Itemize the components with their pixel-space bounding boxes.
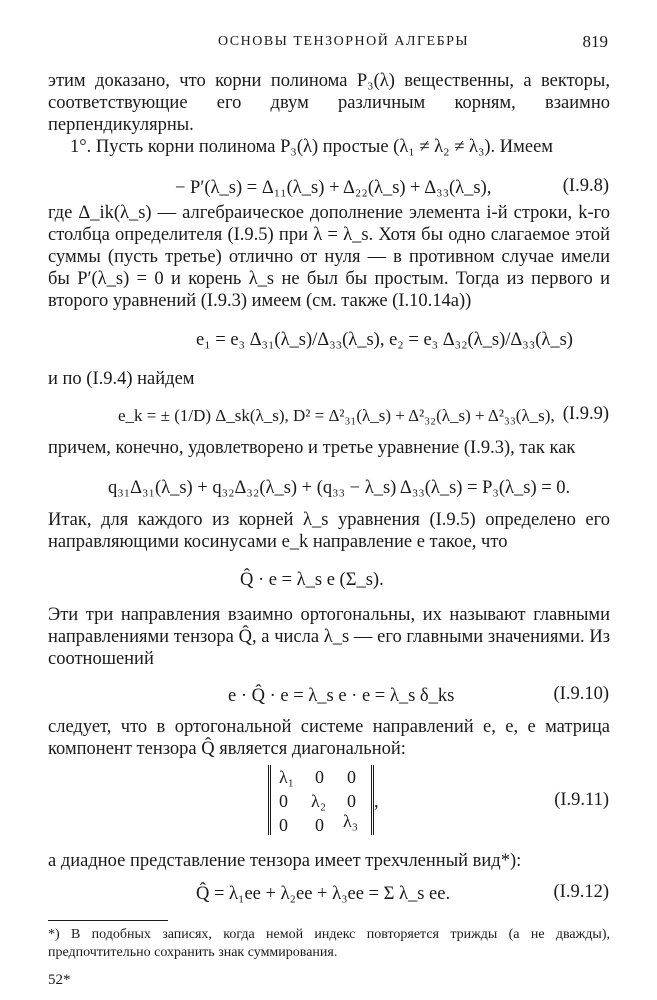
paragraph-1 [48, 70, 610, 136]
equation-eigen-text: Q̂ · e = λ_s e (Σ_s). [240, 570, 384, 590]
matrix-cell: 0 [347, 767, 356, 787]
footnote-rule [48, 920, 168, 921]
equation-direction-ratios-text: e₁ = e₃ Δ₃₁(λ_s)/Δ₃₃(λ_s), e₂ = e₃ Δ₃₂(λ_s)/Δ₃₃(λ_s) [196, 330, 573, 350]
matrix-cell: 0 [279, 791, 288, 811]
paragraph-2-text: 1°. Пусть корни полинома P₃(λ) простые (λ₁ ≠ λ₂ ≠ λ₃). Имеем [70, 137, 554, 157]
equation-number-1-9-9: (I.9.9) [562, 404, 609, 424]
paragraph-7-text: Эти три направления взаимно ортогональны, их называют главными направлениями тензора Q̂, а числа λ_s — его главными значениями. Из соотношений [48, 605, 610, 669]
paragraph-2 [48, 136, 610, 158]
matrix-comma: , [374, 792, 379, 812]
equation-1-9-8-text: − P′(λ_s) = Δ₁₁(λ_s) + Δ₂₂(λ_s) + Δ₃₃(λ_s), [175, 178, 492, 198]
paragraph-7 [48, 604, 610, 670]
matrix-cell: λ₃ [343, 811, 359, 831]
paragraph-1-text: этим доказано, что корни полинома P₃(λ) вещественны, а векторы, соответствующие его двум различным корням, взаимно перпендикулярны. [48, 71, 610, 135]
equation-1-9-9 [118, 404, 555, 428]
matrix-cell: λ₁ [279, 767, 295, 787]
equation-1-9-9-text: e_k = ± (1/D) Δ_sk(λ_s), D² = Δ²₃₁(λ_s) + Δ²₃₂(λ_s) + Δ²₃₃(λ_s), [118, 406, 555, 425]
paragraph-9-text: а диадное представление тензора имеет трехчленный вид*): [48, 851, 522, 871]
equation-1-9-10 [228, 684, 454, 708]
equation-1-9-12-text: Q̂ = λ₁ee + λ₂ee + λ₃ee = Σ λ_s ee. [196, 884, 451, 904]
paragraph-9 [48, 850, 610, 872]
equation-number-1-9-10: (I.9.10) [553, 684, 609, 704]
equation-direction-ratios [196, 328, 573, 352]
running-header [48, 30, 608, 54]
page-number: 819 [582, 32, 608, 51]
paragraph-3-text: где Δ_ik(λ_s) — алгебраическое дополнение элемента i-й строки, k-го столбца определителя (I.9.5) при λ = λ_s. Хотя бы одно слагаемое этой суммы (пусть третье) отлично от нуля — в противном случае имели бы P′(λ_s) = 0 и корень λ_s не был бы простым. Тогда из первого и второго уравнений (I.9.3) имеем (см. также (I.10.14a)) [48, 203, 610, 311]
paragraph-8-text: следует, что в ортогональной системе направлений e, e, e матрица компонент тензора Q̂ является диагональной: [48, 717, 610, 759]
equation-number-1-9-11: (I.9.11) [554, 790, 609, 810]
footnote-text: *) В подобных записях, когда немой индекс повторяется трижды (а не дважды), предпочтительно сохранить знак суммирования. [48, 927, 610, 960]
header-title: ОСНОВЫ ТЕНЗОРНОЙ АЛГЕБРЫ [218, 34, 470, 49]
matrix-cell: 0 [347, 791, 356, 811]
equation-1-9-10-text: e · Q̂ · e = λ_s e · e = λ_s δ_ks [228, 686, 455, 706]
paragraph-8 [48, 716, 610, 760]
signature-mark: 52* [48, 972, 71, 988]
equation-1-9-8 [175, 176, 491, 200]
paragraph-4 [48, 368, 610, 390]
paragraph-6-text: Итак, для каждого из корней λ_s уравнения (I.9.5) определено его направляющими косинусами e_k направление e такое, что [48, 510, 610, 552]
paragraph-5 [48, 437, 610, 459]
equation-characteristic-check-text: q₃₁Δ₃₁(λ_s) + q₃₂Δ₃₂(λ_s) + (q₃₃ − λ_s) Δ₃₃(λ_s) = P₃(λ_s) = 0. [108, 478, 571, 498]
paragraph-5-text: причем, конечно, удовлетворено и третье уравнение (I.9.3), так как [48, 438, 576, 458]
footnote [48, 926, 610, 962]
matrix-cell: 0 [315, 815, 324, 835]
paragraph-4-text: и по (I.9.4) найдем [48, 369, 195, 389]
diagonal-matrix [268, 765, 374, 835]
matrix-cell: 0 [315, 767, 324, 787]
equation-eigen [240, 568, 384, 592]
equation-1-9-12 [196, 882, 450, 906]
equation-number-1-9-8: (I.9.8) [562, 176, 609, 196]
paragraph-6 [48, 509, 610, 553]
equation-characteristic-check [108, 476, 570, 500]
equation-number-1-9-12: (I.9.12) [553, 882, 609, 902]
matrix-cell: λ₂ [311, 791, 327, 811]
matrix-cell: 0 [279, 815, 288, 835]
paragraph-3 [48, 202, 610, 312]
